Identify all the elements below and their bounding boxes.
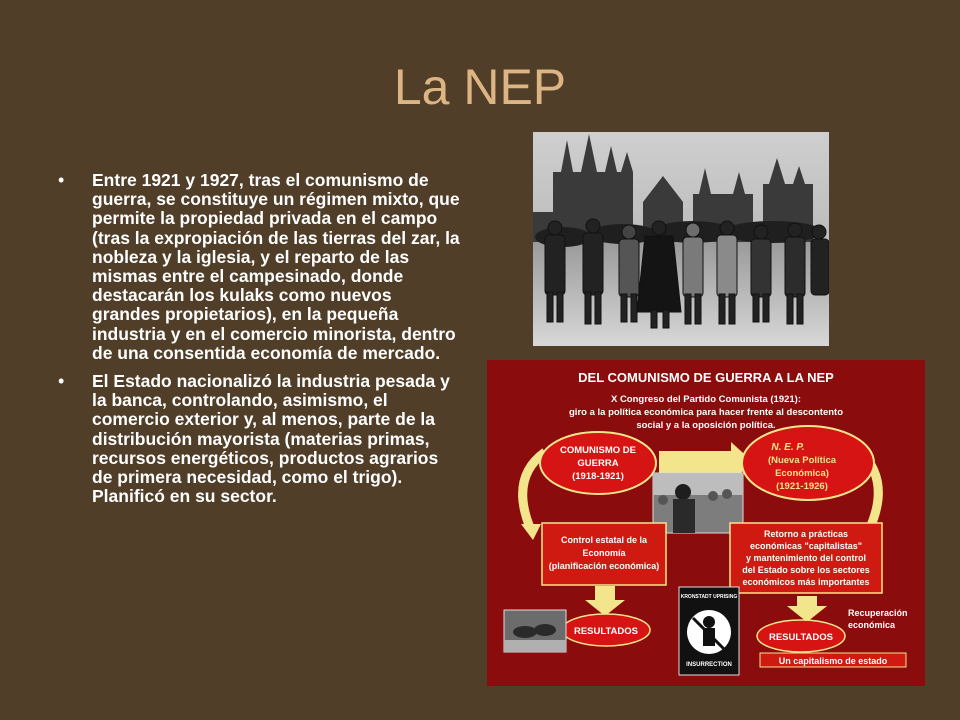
recuperacion-line-1: Recuperación	[848, 608, 908, 618]
right-box-line-3: y mantenimiento del control	[745, 553, 867, 563]
diagram-heading: DEL COMUNISMO DE GUERRA A LA NEP	[578, 370, 834, 385]
bullet-item	[56, 372, 461, 506]
bullet-text: Entre 1921 y 1927, tras el comunismo de guerra, se constituye un régimen mixto, que permite la propiedad privada en el campo (tras la expropiación de las tierras del zar, la nobleza y la iglesia, y el reparto de las mismas entre el campesinado, donde destacarán los kulaks como nuevos grandes propietarios), en la pequeña industria y en el comercio minorista, dentro de una consentida economía de mercado.	[92, 170, 460, 363]
right-oval-line-1: N. E. P.	[771, 442, 805, 453]
left-box-line-2: Economía	[582, 548, 626, 558]
red-square-march-photo	[533, 132, 829, 346]
left-oval-line-3: (1918-1921)	[572, 471, 624, 482]
right-oval-line-3: Económica)	[775, 468, 829, 479]
poster-text-bottom: INSURRECTION	[686, 662, 732, 668]
right-down-arrow-shaft	[797, 596, 817, 606]
slide-title: La NEP	[393, 59, 567, 115]
final-box-label: Un capitalismo de estado	[778, 656, 888, 666]
recuperacion-line-2: económica	[848, 620, 896, 630]
nep-diagram	[487, 360, 925, 686]
bullet-marker: •	[58, 371, 65, 392]
bullet-text: El Estado nacionalizó la industria pesada y la banca, controlando, asimismo, el comercio exterior y, al menos, parte de la distribución mayorista (materias primas, recursos energéticos, productos agrarios de primera necesidad, como el trigo). Planificó en su sector.	[92, 371, 450, 507]
right-box-line-2: económicas "capitalistas"	[749, 541, 863, 551]
left-box-line-1: Control estatal de la	[560, 535, 648, 545]
congress-line-3: social y a la oposición política.	[636, 420, 776, 431]
bullet-marker: •	[58, 170, 65, 190]
left-oval-line-2: GUERRA	[577, 458, 619, 469]
left-box-line-3: (planificación económica)	[548, 561, 660, 571]
soldiers-photo	[504, 610, 566, 652]
right-result-label: RESULTADOS	[768, 632, 834, 643]
congress-line-1: X Congreso del Partido Comunista (1921):	[610, 394, 802, 405]
left-down-arrow-shaft	[595, 586, 615, 600]
right-box-line-1: Retorno a prácticas	[763, 529, 849, 539]
poster-text-top: KRONSTADT UPRISING	[680, 594, 738, 600]
bullet-item	[56, 171, 461, 363]
right-box-line-5: económicos más importantes	[742, 577, 870, 587]
right-oval-line-4: (1921-1926)	[776, 481, 828, 492]
right-box-line-4: del Estado sobre los sectores	[742, 565, 870, 575]
left-oval-line-1: COMUNISMO DE	[560, 445, 636, 456]
bullet-list	[56, 171, 461, 515]
horizontal-arrow-shaft	[659, 451, 731, 473]
left-result-label: RESULTADOS	[573, 626, 639, 637]
right-oval-line-2: (Nueva Política	[767, 455, 837, 466]
congress-line-2: giro a la política económica para hacer frente al descontento	[569, 407, 843, 418]
kronstadt-poster	[679, 587, 739, 675]
